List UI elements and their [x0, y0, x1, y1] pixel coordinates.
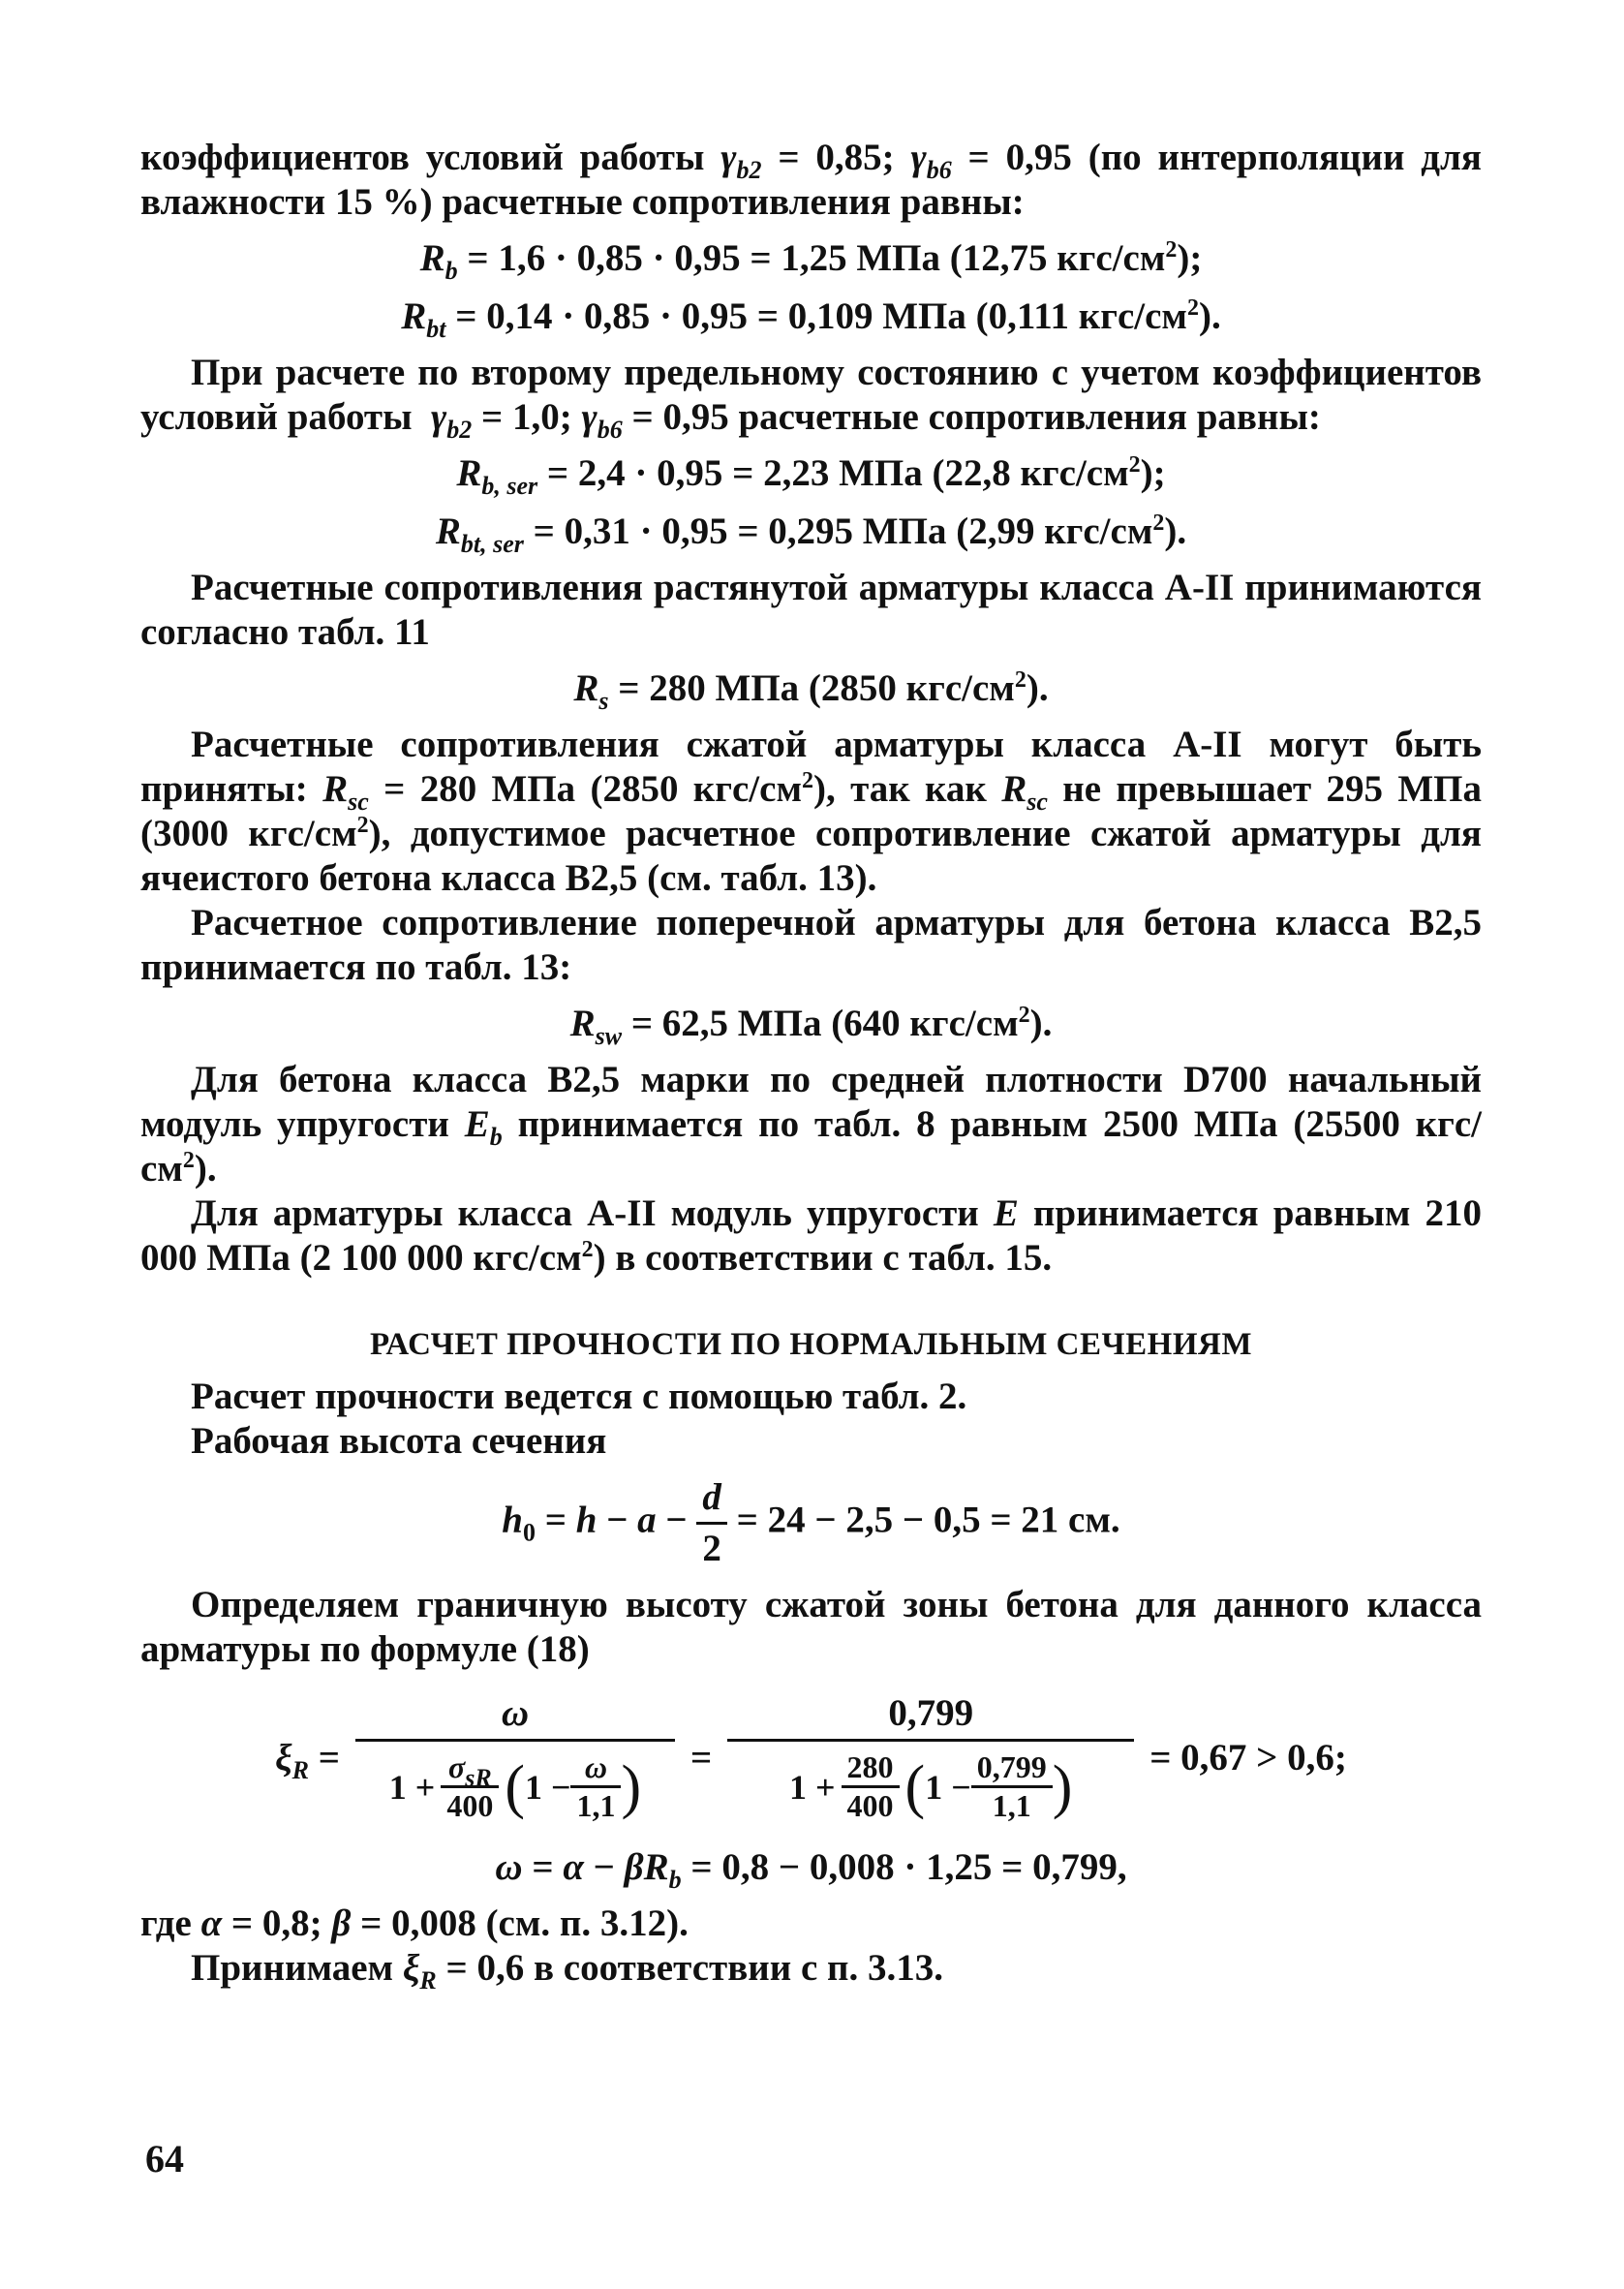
paragraph-10: Определяем граничную высоту сжатой зоны бетона для данного класса арматуры по формуле (18): [140, 1584, 1482, 1670]
formula-rb: $R_b = 1,6 \cdot 0,85 \cdot 0,95 = 1,25$ МПа (12,75 кгс/$см^2$);: [419, 237, 1203, 285]
paragraph-11: где α = 0,8; β = 0,008 (см. п. 3.12).: [140, 1902, 689, 1944]
formula-rb-ser: $R_{b, ser} = 2,4 \cdot 0,95 = 2,23$ МПа (22,8 кгс/$см^2$);: [456, 452, 1166, 500]
formula-rsw: $R_{sw} = 62,5$ МПа (640 кгс/$см^2$).: [569, 1003, 1053, 1050]
paragraph-1: коэффициентов условий работы $\gamma_{b2} = 0,85$; $\gamma_{b6} = 0,95$ (по интерполяции для влажности 15 %) расчетные сопротивления равны:: [140, 137, 1482, 223]
paragraph-4: Расчетные сопротивления сжатой арматуры класса А-II могут быть приняты: $R_{sc} = 280$ МПа (2850 кгс/$см^2$), так как $R_{sc}$ не превышает 295 МПа (3000 кгс/$см^2$), допустимое расчетное сопротивление сжатой арматуры для ячеистого бетона класса В2,5 (см. табл. 13).: [140, 724, 1482, 899]
paragraph-12: Принимаем $\xi_R = 0,6$ в соответствии с п. 3.13.: [191, 1947, 943, 1995]
page-body: [140, 136, 1482, 1995]
formula-rbt: $R_{bt} = 0,14 \cdot 0,85 \cdot 0,95 = 0,109$ МПа (0,111 кгс/$см^2$).: [401, 295, 1221, 343]
paragraph-8: Расчет прочности ведется с помощью табл. 2.: [191, 1376, 967, 1417]
paragraph-2: При расчете по второму предельному состоянию с учетом коэффициентов условий работы $\gamma_{b2} = 1,0$; $\gamma_{b6} = 0,95$ расчетные сопротивления равны:: [140, 352, 1482, 444]
formula-h0: $h_0 = h - a$ − $\frac{d}{2}$ = 24 − 2,5 − 0,5 = 21 см.: [140, 1473, 1482, 1573]
section-heading: РАСЧЕТ ПРОЧНОСТИ ПО НОРМАЛЬНЫМ СЕЧЕНИЯМ: [369, 1327, 1252, 1362]
formula-xi-r: $\xi_R$ = ω 1 + $\frac{\sigma_{sR}}{400}$ ( 1 − $\frac{\omega}{1,1}$ ) = 0,799 1 + $\frac{280}{400}$ ( 1 − $\frac{0,799}{1,1}$ ) = 0,67 > 0,6;: [275, 1692, 1347, 1823]
paragraph-6: Для бетона класса В2,5 марки по средней плотности D700 начальный модуль упругости $E_b$ принимается по табл. 8 равным 2500 МПа (25500 кгс/$см^2$).: [140, 1059, 1482, 1190]
formula-rbt-ser: $R_{bt, ser} = 0,31 \cdot 0,95 = 0,295$ МПа (2,99 кгс/$см^2$).: [435, 510, 1187, 558]
paragraph-9: Рабочая высота сечения: [191, 1420, 607, 1462]
paragraph-3: Расчетные сопротивления растянутой арматуры класса А-II принимаются согласно табл. 11: [140, 567, 1482, 653]
formula-omega: $\omega = \alpha - \beta R_b = 0,8 - 0,008 \cdot 1,25 = 0,799$,: [495, 1846, 1127, 1894]
paragraph-7: Для арматуры класса А-II модуль упругости E принимается равным 210 000 МПа (2 100 000 кгс/$см^2$) в соответствии с табл. 15.: [140, 1192, 1482, 1279]
formula-rs: $R_s = 280$ МПа (2850 кгс/$см^2$).: [573, 667, 1049, 715]
page-number: 64: [145, 2137, 184, 2181]
paragraph-5: Расчетное сопротивление поперечной арматуры для бетона класса В2,5 принимается по табл. 13:: [140, 902, 1482, 988]
